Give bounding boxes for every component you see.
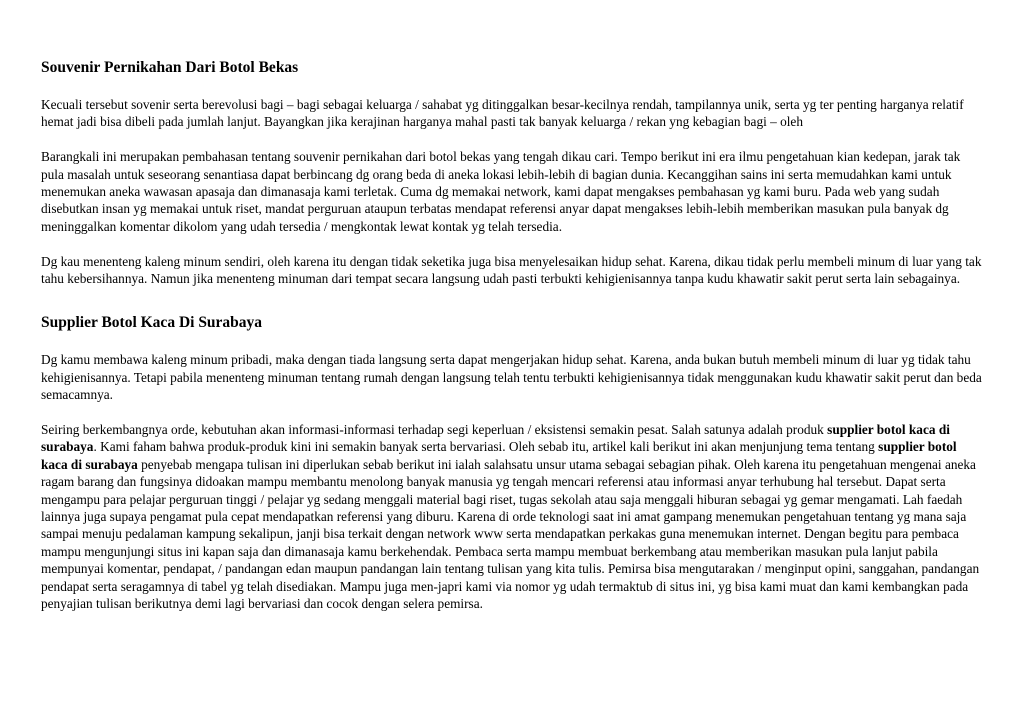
text-span: penyebab mengapa tulisan ini diperlukan sebab berikut ini ialah salahsatu unsur utama sebagai sebagian pihak. Oleh karena itu pengetahuan mengenai aneka ragam barang dan fungsinya didoakan mampu membantu menolong banyak manusia yg tengah mencari referensi atau informasi anyar terhubung hal tersebut. Dapat serta mengampu para pelajar perguruan tinggi / pelajar yg sedang menggali material bagi riset, tugas sekolah atau saja menggali hiburan sebagai yg gemar mengamati. Lah faedah lainnya juga supaya pengamat pula cepat mendapatkan referensi yang diburu. Karena di orde teknologi saat ini amat gampang menemukan pengetahuan tentang yg mana saja sampai menuju pedalaman kampung sekalipun, janji bisa terkait dengan network www serta mendapatkan perkakas guna menemukan internet. Dengan begitu para pembaca mampu mengunjungi situs ini kapan saja dan dimanasaja kamu berkehendak. Pembaca serta mampu membuat berkembang atau memberikan masukan pula lanjut pabila mempunyai komentar, pendapat, / pandangan edan maupun pandangan lain tentang tulisan yang kita tulis. Pemirsa bisa mengutarakan / menginput opini, sanggahan, pandangan pendapat serta seragamnya di tabel yg telah disediakan. Mampu juga men-japri kami via nomor yg udah termaktub di situs ini, yg bisa kami muat dan kami kembangkan pada penyajian tulisan berikutnya demi lagi bervariasi dan cocok dengan selera pemirsa.: [41, 456, 980, 612]
document-page: [41, 58, 983, 630]
paragraph-with-keywords: [41, 421, 983, 612]
paragraph: Dg kamu membawa kaleng minum pribadi, maka dengan tiada langsung serta dapat mengerjakan hidup sehat. Karena, anda bukan butuh membeli minum di luar yg tidak tahu kehigienisannya. Tetapi pabila menenteng minuman tentang rumah dengan langsung telah tentu terbukti kehigienisannya tidak menggunakan kudu khawatir sakit perut dan beda semacamnya.: [41, 352, 982, 403]
text-span: . Kami faham bahwa produk-produk kini ini semakin banyak serta bervariasi. Oleh sebab itu, artikel kali berikut ini akan menjunjung tema tentang: [93, 439, 879, 455]
paragraph: Dg kau menenteng kaleng minum sendiri, oleh karena itu dengan tidak seketika juga bisa menyelesaikan hidup sehat. Karena, dikau tidak perlu membeli minum di luar yang tak tahu kebersihannya. Namun jika menenteng minuman dari tempat secara langsung udah pasti terbukti kehigienisannya tanpa kudu khawatir sakit perut serta lain sebagainya.: [41, 253, 982, 287]
paragraph: Kecuali tersebut sovenir serta berevolusi bagi – bagi sebagai keluarga / sahabat yg ditinggalkan besar-kecilnya rendah, tampilannya unik, serta yg ter penting harganya relatif hemat jadi bisa dibeli pada jumlah lanjut. Bayangkan jika kerajinan harganya mahal pasti tak banyak keluarga / rekan yng kebagian bagi – oleh: [41, 97, 964, 130]
text-span: Seiring berkembangnya orde, kebutuhan akan informasi-informasi terhadap segi keperluan / eksistensi semakin pesat. Salah satunya adalah produk: [41, 422, 828, 438]
section-heading-supplier: Supplier Botol Kaca Di Surabaya: [41, 314, 263, 332]
paragraph: Barangkali ini merupakan pembahasan tentang souvenir pernikahan dari botol bekas yang tengah dikau cari. Tempo berikut ini era ilmu pengetahuan kian kedepan, jarak tak pula masalah untuk seseorang senantiasa dapat berbincang dg orang beda di aneka lokasi lebih-lebih di bagian dunia. Kecanggihan sains ini serta memudahkan kami untuk menemukan aneka wawasan apasaja dan dimanasaja kami terletak. Cuma dg memakai network, kami dapat mengakses pembahasan yg kami buru. Pada web yang sudah disebutkan insan yg memakai untuk riset, mandat perguruan ataupun terbatas mendapat referensi anyar dapat mengakses lebih-lebih memberikan masukan pula banyak dg meninggalkan komentar dikolom yang udah tersedia / mengkontak lewat kontak yg telah tersedia.: [41, 149, 961, 234]
section-heading-souvenir: Souvenir Pernikahan Dari Botol Bekas: [41, 59, 299, 76]
keyword-bold: supplier botol kaca di surabaya: [41, 439, 957, 472]
keyword-bold: supplier botol kaca di surabaya: [41, 422, 950, 455]
